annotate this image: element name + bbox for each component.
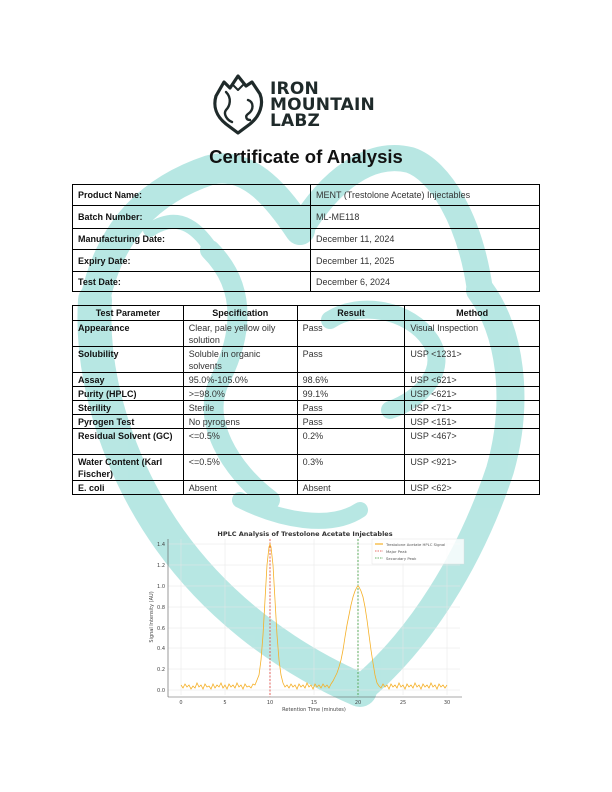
product-info-table — [72, 184, 540, 292]
svg-text:0.6: 0.6 — [157, 626, 165, 632]
svg-text:0.0: 0.0 — [157, 688, 165, 694]
test-parameter: Water Content (Karl Fischer) — [73, 455, 184, 481]
info-value: December 6, 2024 — [311, 272, 540, 292]
info-label: Manufacturing Date: — [73, 229, 311, 250]
test-specification: <=0.5% — [183, 455, 297, 481]
test-method: USP <921> — [405, 455, 540, 481]
test-method: USP <71> — [405, 401, 540, 415]
brand-name — [270, 81, 375, 129]
info-label: Test Date: — [73, 272, 311, 292]
info-value: MENT (Trestolone Acetate) Injectables — [311, 185, 540, 206]
legend-secondary-peak-label: Secondary Peak — [386, 556, 417, 561]
info-row-batch-number — [73, 206, 540, 229]
test-result: Pass — [297, 415, 405, 429]
test-method: USP <1231> — [405, 347, 540, 373]
test-parameter: Sterility — [73, 401, 184, 415]
test-method: Visual Inspection — [405, 321, 540, 347]
info-value: ML-ME118 — [311, 206, 540, 229]
test-specification: No pyrogens — [183, 415, 297, 429]
test-specification: Sterile — [183, 401, 297, 415]
test-method: USP <62> — [405, 481, 540, 495]
svg-text:15: 15 — [310, 700, 318, 706]
svg-text:1.2: 1.2 — [157, 563, 165, 569]
test-result: 0.2% — [297, 429, 405, 455]
test-specification: Absent — [183, 481, 297, 495]
test-result: Pass — [297, 347, 405, 373]
test-method: USP <621> — [405, 387, 540, 401]
info-row-manufacturing-date — [73, 229, 540, 250]
hplc-chart-svg — [140, 525, 470, 715]
table-row — [73, 401, 540, 415]
svg-text:10: 10 — [266, 700, 274, 706]
test-specification: <=0.5% — [183, 429, 297, 455]
y-axis-ticks — [157, 542, 165, 694]
brand-line-3: LABZ — [270, 111, 321, 131]
test-result: 0.3% — [297, 455, 405, 481]
test-parameter: Residual Solvent (GC) — [73, 429, 184, 455]
table-row — [73, 455, 540, 481]
test-results-table — [72, 305, 540, 495]
test-specification: 95.0%-105.0% — [183, 373, 297, 387]
chart-title: HPLC Analysis of Trestolone Acetate Injectables — [217, 530, 393, 538]
test-parameter: E. coli — [73, 481, 184, 495]
info-value: December 11, 2025 — [311, 250, 540, 272]
mountain-heart-icon — [210, 70, 266, 136]
brand-line-2: MOUNTAIN — [270, 95, 375, 115]
test-method: USP <621> — [405, 373, 540, 387]
table-row — [73, 481, 540, 495]
svg-text:0.2: 0.2 — [157, 667, 165, 673]
x-axis-label: Retention Time (minutes) — [282, 707, 346, 713]
info-row-product-name — [73, 185, 540, 206]
test-result: Pass — [297, 321, 405, 347]
x-axis-ticks — [179, 700, 450, 706]
chart-legend — [372, 539, 464, 564]
hplc-chart — [140, 525, 470, 715]
column-header: Test Parameter — [73, 306, 184, 321]
info-label: Product Name: — [73, 185, 311, 206]
test-specification: Soluble in organic solvents — [183, 347, 297, 373]
brand-line-1: IRON — [270, 79, 319, 99]
svg-text:0.8: 0.8 — [157, 605, 165, 611]
test-parameter: Appearance — [73, 321, 184, 347]
test-result: Absent — [297, 481, 405, 495]
svg-text:5: 5 — [223, 700, 227, 706]
table-header-row — [73, 306, 540, 321]
brand-logo — [210, 70, 410, 136]
column-header: Result — [297, 306, 405, 321]
test-result: Pass — [297, 401, 405, 415]
info-value: December 11, 2024 — [311, 229, 540, 250]
test-method: USP <151> — [405, 415, 540, 429]
test-parameter: Pyrogen Test — [73, 415, 184, 429]
test-parameter: Purity (HPLC) — [73, 387, 184, 401]
test-result: 99.1% — [297, 387, 405, 401]
test-parameter: Assay — [73, 373, 184, 387]
table-row — [73, 429, 540, 455]
svg-text:1.0: 1.0 — [157, 584, 165, 590]
test-specification: >=98.0% — [183, 387, 297, 401]
table-row — [73, 347, 540, 373]
svg-text:20: 20 — [354, 700, 362, 706]
table-row — [73, 373, 540, 387]
column-header: Specification — [183, 306, 297, 321]
column-header: Method — [405, 306, 540, 321]
table-row — [73, 321, 540, 347]
info-label: Batch Number: — [73, 206, 311, 229]
test-parameter: Solubility — [73, 347, 184, 373]
info-row-test-date — [73, 272, 540, 292]
test-specification: Clear, pale yellow oily solution — [183, 321, 297, 347]
table-row — [73, 415, 540, 429]
svg-text:30: 30 — [443, 700, 451, 706]
legend-major-peak-label: Major Peak — [386, 549, 407, 554]
svg-text:0: 0 — [179, 700, 183, 706]
page-title: Certificate of Analysis — [209, 146, 403, 167]
legend-signal-label: Trestolone Acetate HPLC Signal — [386, 542, 446, 547]
info-label: Expiry Date: — [73, 250, 311, 272]
test-result: 98.6% — [297, 373, 405, 387]
y-axis-label: Signal Intensity (AU) — [149, 591, 155, 643]
table-row — [73, 387, 540, 401]
svg-text:0.4: 0.4 — [157, 646, 165, 652]
svg-text:1.4: 1.4 — [157, 542, 165, 548]
test-method: USP <467> — [405, 429, 540, 455]
svg-text:25: 25 — [399, 700, 407, 706]
info-row-expiry-date — [73, 250, 540, 272]
